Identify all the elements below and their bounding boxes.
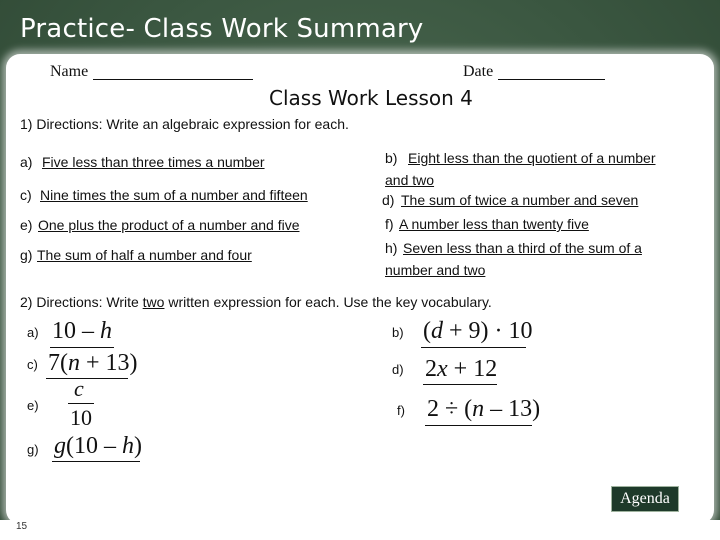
expr-f-underline bbox=[425, 425, 532, 426]
expr-a: 10 – h bbox=[52, 318, 112, 344]
expr-e-denominator: 10 bbox=[70, 405, 92, 430]
date-blank bbox=[498, 79, 605, 80]
expr-g: g(10 – h) bbox=[54, 433, 142, 459]
item-c-text: Nine times the sum of a number and fifteen bbox=[40, 187, 308, 203]
item-e-text: One plus the product of a number and five bbox=[38, 217, 300, 233]
expr-c-underline bbox=[46, 378, 128, 379]
item-a-text: Five less than three times a number bbox=[42, 154, 265, 170]
item-f-text: A number less than twenty five bbox=[399, 216, 589, 232]
bottom-frame bbox=[0, 520, 720, 540]
item-g-prefix: g) bbox=[20, 247, 33, 263]
item-c-prefix: c) bbox=[20, 187, 32, 203]
expr-b: (d + 9) · 10 bbox=[423, 318, 533, 344]
expr-d-label: d) bbox=[392, 362, 404, 377]
expr-e-label: e) bbox=[27, 398, 39, 413]
name-label: Name bbox=[50, 63, 89, 80]
expr-b-underline bbox=[421, 347, 526, 348]
item-a-prefix: a) bbox=[20, 154, 33, 170]
expr-g-underline bbox=[52, 461, 140, 462]
expr-d-underline bbox=[423, 384, 497, 385]
lesson-title: Class Work Lesson 4 bbox=[269, 86, 473, 110]
slide-title: Practice- Class Work Summary bbox=[20, 14, 424, 44]
section2-heading-emphasis: two bbox=[142, 294, 165, 310]
section2-heading-pre: 2) Directions: Write bbox=[20, 294, 143, 310]
expr-a-underline bbox=[50, 347, 114, 348]
expr-e-fraction-bar bbox=[68, 403, 94, 404]
expr-f-label: f) bbox=[397, 403, 405, 418]
item-h-line2: number and two bbox=[385, 262, 486, 278]
item-b-line2: and two bbox=[385, 172, 435, 188]
page-number: 15 bbox=[16, 521, 28, 532]
agenda-button[interactable]: Agenda bbox=[611, 486, 679, 512]
expr-d: 2x + 12 bbox=[425, 356, 498, 382]
expr-b-label: b) bbox=[392, 325, 404, 340]
section2-heading-post: written expression for each. Use the key vocabulary. bbox=[164, 294, 492, 310]
date-label: Date bbox=[463, 63, 494, 80]
item-b-line1: Eight less than the quotient of a number bbox=[408, 150, 656, 166]
item-b-prefix: b) bbox=[385, 150, 398, 166]
name-blank bbox=[93, 79, 253, 80]
expr-c-label: c) bbox=[27, 357, 38, 372]
section2-heading bbox=[20, 294, 492, 310]
section1-heading: 1) Directions: Write an algebraic expression for each. bbox=[20, 116, 349, 132]
item-d-text: The sum of twice a number and seven bbox=[401, 192, 639, 208]
item-h-line1: Seven less than a third of the sum of a bbox=[403, 240, 642, 256]
expr-c: 7(n + 13) bbox=[48, 350, 138, 376]
expr-f: 2 ÷ (n – 13) bbox=[427, 396, 541, 422]
item-f-prefix: f) bbox=[385, 216, 394, 232]
item-h-prefix: h) bbox=[385, 240, 398, 256]
expr-g-label: g) bbox=[27, 442, 39, 457]
expr-a-label: a) bbox=[27, 325, 39, 340]
expr-e-numerator: c bbox=[74, 376, 84, 401]
item-d-prefix: d) bbox=[382, 192, 395, 208]
item-e-prefix: e) bbox=[20, 217, 33, 233]
item-g-text: The sum of half a number and four bbox=[37, 247, 252, 263]
